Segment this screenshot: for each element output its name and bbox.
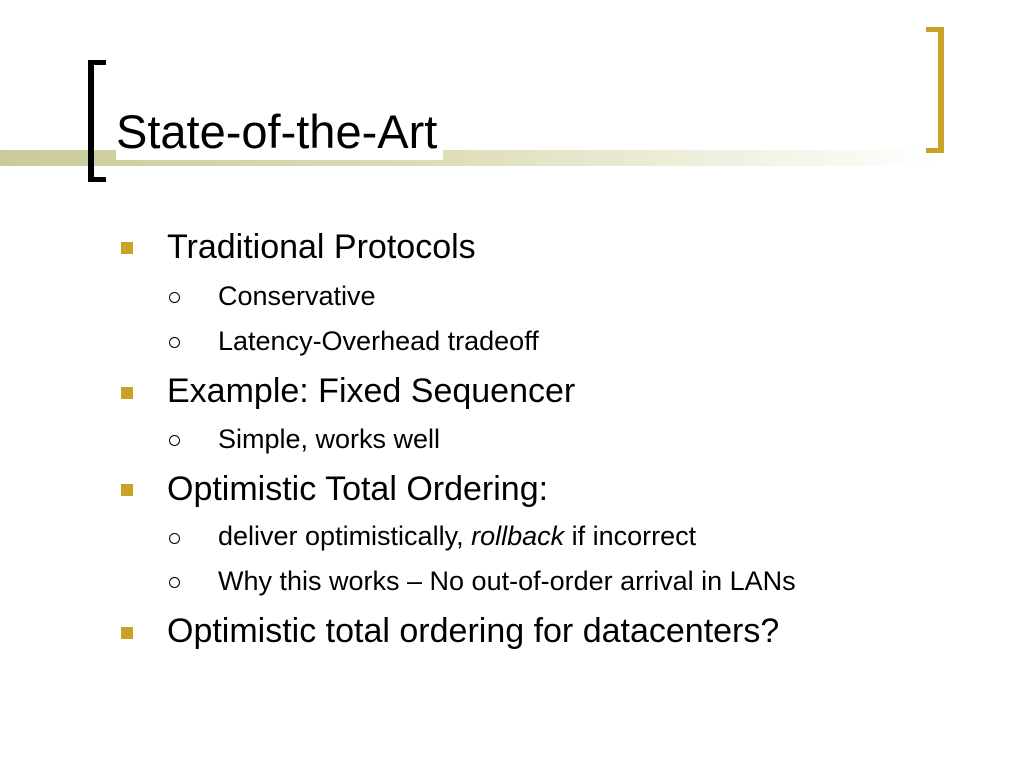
square-bullet-icon — [121, 242, 133, 254]
square-bullet-icon — [121, 627, 133, 639]
circle-bullet-icon — [169, 577, 180, 588]
circle-bullet-icon — [169, 292, 180, 303]
bullet-text: Example: Fixed Sequencer — [167, 372, 576, 410]
bullet-text: Traditional Protocols — [167, 228, 476, 266]
circle-bullet-icon — [169, 435, 180, 446]
sub-bullet-text: Simple, works well — [218, 424, 441, 454]
square-bullet-icon — [121, 387, 133, 399]
bullet-text: Optimistic total ordering for datacenters? — [167, 612, 780, 650]
sub-bullet-text: Why this works – No out-of-order arrival in LANs — [218, 566, 796, 596]
circle-bullet-icon — [169, 337, 180, 348]
sub-bullet-text: Latency-Overhead tradeoff — [218, 326, 539, 356]
left-bracket-decoration — [88, 60, 106, 182]
emphasis-rollback: rollback — [471, 521, 565, 551]
sub-bullet-text: Conservative — [218, 281, 376, 311]
sub-bullet-text-pre: deliver optimistically, — [218, 521, 472, 551]
right-bracket-decoration — [926, 27, 944, 153]
sub-bullet-text-post: if incorrect — [564, 521, 697, 551]
square-bullet-icon — [121, 484, 133, 496]
sub-bullet-text — [218, 520, 696, 552]
slide-title: State-of-the-Art — [116, 104, 443, 160]
bullet-text: Optimistic Total Ordering: — [167, 470, 549, 508]
circle-bullet-icon — [169, 533, 180, 544]
